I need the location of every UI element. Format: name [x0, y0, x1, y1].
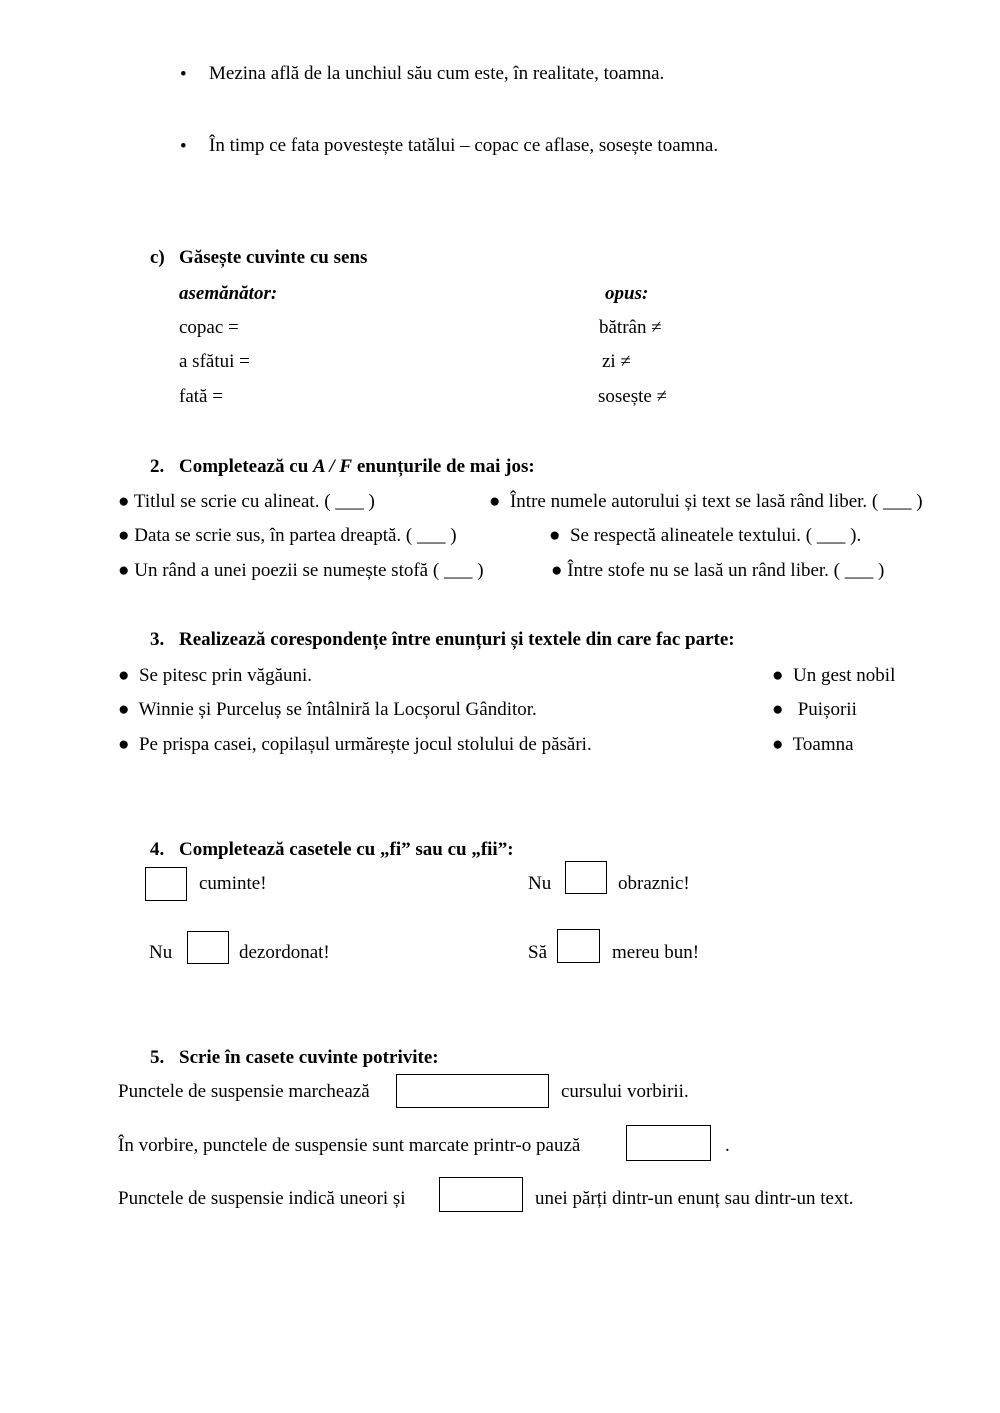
section-4-title: Completează casetele cu „fi” sau cu „fii”:: [179, 839, 514, 860]
statement-item[interactable]: ● Se pitesc prin văgăuni.: [118, 665, 313, 686]
answer-box[interactable]: [439, 1177, 523, 1212]
true-false-item[interactable]: ● Un rând a unei poezii se numește stofă ( ___ ): [118, 560, 484, 581]
sentence-fragment: Punctele de suspensie indică uneori și: [118, 1188, 406, 1209]
section-2-title-start: Completează cu: [179, 456, 309, 477]
statement-item[interactable]: ● Winnie și Purceluș se întâlniră la Locșorul Gânditor.: [118, 699, 537, 720]
answer-box[interactable]: [557, 929, 600, 963]
text-title-item[interactable]: ● Un gest nobil: [772, 665, 896, 686]
true-false-item[interactable]: ● Se respectă alineatele textului. ( ___ ).: [549, 525, 862, 546]
column-opposite-heading: opus:: [605, 283, 649, 304]
sentence-fragment: Nu: [149, 942, 173, 963]
bullet-dot: •: [180, 64, 187, 85]
section-3-title: Realizează corespondențe între enunțuri și textele din care fac parte:: [179, 629, 735, 650]
similar-word: copac =: [179, 317, 239, 338]
column-similar-heading: asemănător:: [179, 283, 278, 304]
text-title-item[interactable]: ● Toamna: [772, 734, 854, 755]
similar-word: a sfătui =: [179, 351, 250, 372]
section-2-number: 2.: [150, 456, 165, 477]
opposite-word: bătrân ≠: [599, 317, 662, 338]
true-false-item[interactable]: ● Titlul se scrie cu alineat. ( ___ ): [118, 491, 375, 512]
sentence-fragment: dezordonat!: [239, 942, 330, 963]
statement-item[interactable]: ● Pe prispa casei, copilașul urmărește jocul stolului de păsări.: [118, 734, 592, 755]
section-2-title-end: enunțurile de mai jos:: [356, 456, 535, 477]
true-false-item[interactable]: ● Între numele autorului și text se lasă rând liber. ( ___ ): [489, 491, 923, 512]
bullet-dot: •: [180, 136, 187, 157]
sentence-fragment: Nu: [528, 873, 552, 894]
sentence-fragment: unei părți dintr-un enunț sau dintr-un text.: [535, 1188, 854, 1209]
sentence-fragment: cursului vorbirii.: [561, 1081, 689, 1102]
answer-box[interactable]: [396, 1074, 549, 1108]
section-4-number: 4.: [150, 839, 165, 860]
answer-box[interactable]: [626, 1125, 711, 1161]
section-5-number: 5.: [150, 1047, 165, 1068]
true-false-item[interactable]: ● Data se scrie sus, în partea dreaptă. ( ___ ): [118, 525, 457, 546]
bullet-statement: Mezina află de la unchiul său cum este, în realitate, toamna.: [209, 63, 665, 84]
similar-word: fată =: [179, 386, 223, 407]
sentence-fragment: mereu bun!: [612, 942, 700, 963]
sentence-fragment: .: [725, 1135, 730, 1156]
section-2-title: [179, 457, 535, 476]
opposite-word: zi ≠: [602, 351, 631, 372]
section-3-number: 3.: [150, 629, 165, 650]
true-false-item[interactable]: ● Între stofe nu se lasă un rând liber. ( ___ ): [551, 560, 885, 581]
bullet-statement: În timp ce fata povestește tatălui – copac ce aflase, sosește toamna.: [209, 135, 719, 156]
section-c-label: c): [150, 247, 165, 268]
sentence-fragment: Să: [528, 942, 547, 963]
section-c-title: Găsește cuvinte cu sens: [179, 247, 368, 268]
section-5-title: Scrie în casete cuvinte potrivite:: [179, 1047, 439, 1068]
answer-box[interactable]: [145, 867, 187, 901]
answer-box[interactable]: [565, 861, 607, 894]
sentence-fragment: cuminte!: [199, 873, 267, 894]
answer-box[interactable]: [187, 931, 229, 964]
sentence-fragment: Punctele de suspensie marchează: [118, 1081, 370, 1102]
sentence-fragment: În vorbire, punctele de suspensie sunt marcate printr-o pauză: [118, 1135, 581, 1156]
text-title-item[interactable]: ● Puișorii: [772, 699, 857, 720]
sentence-fragment: obraznic!: [618, 873, 690, 894]
section-2-title-af: A / F: [313, 456, 353, 477]
opposite-word: sosește ≠: [598, 386, 668, 407]
